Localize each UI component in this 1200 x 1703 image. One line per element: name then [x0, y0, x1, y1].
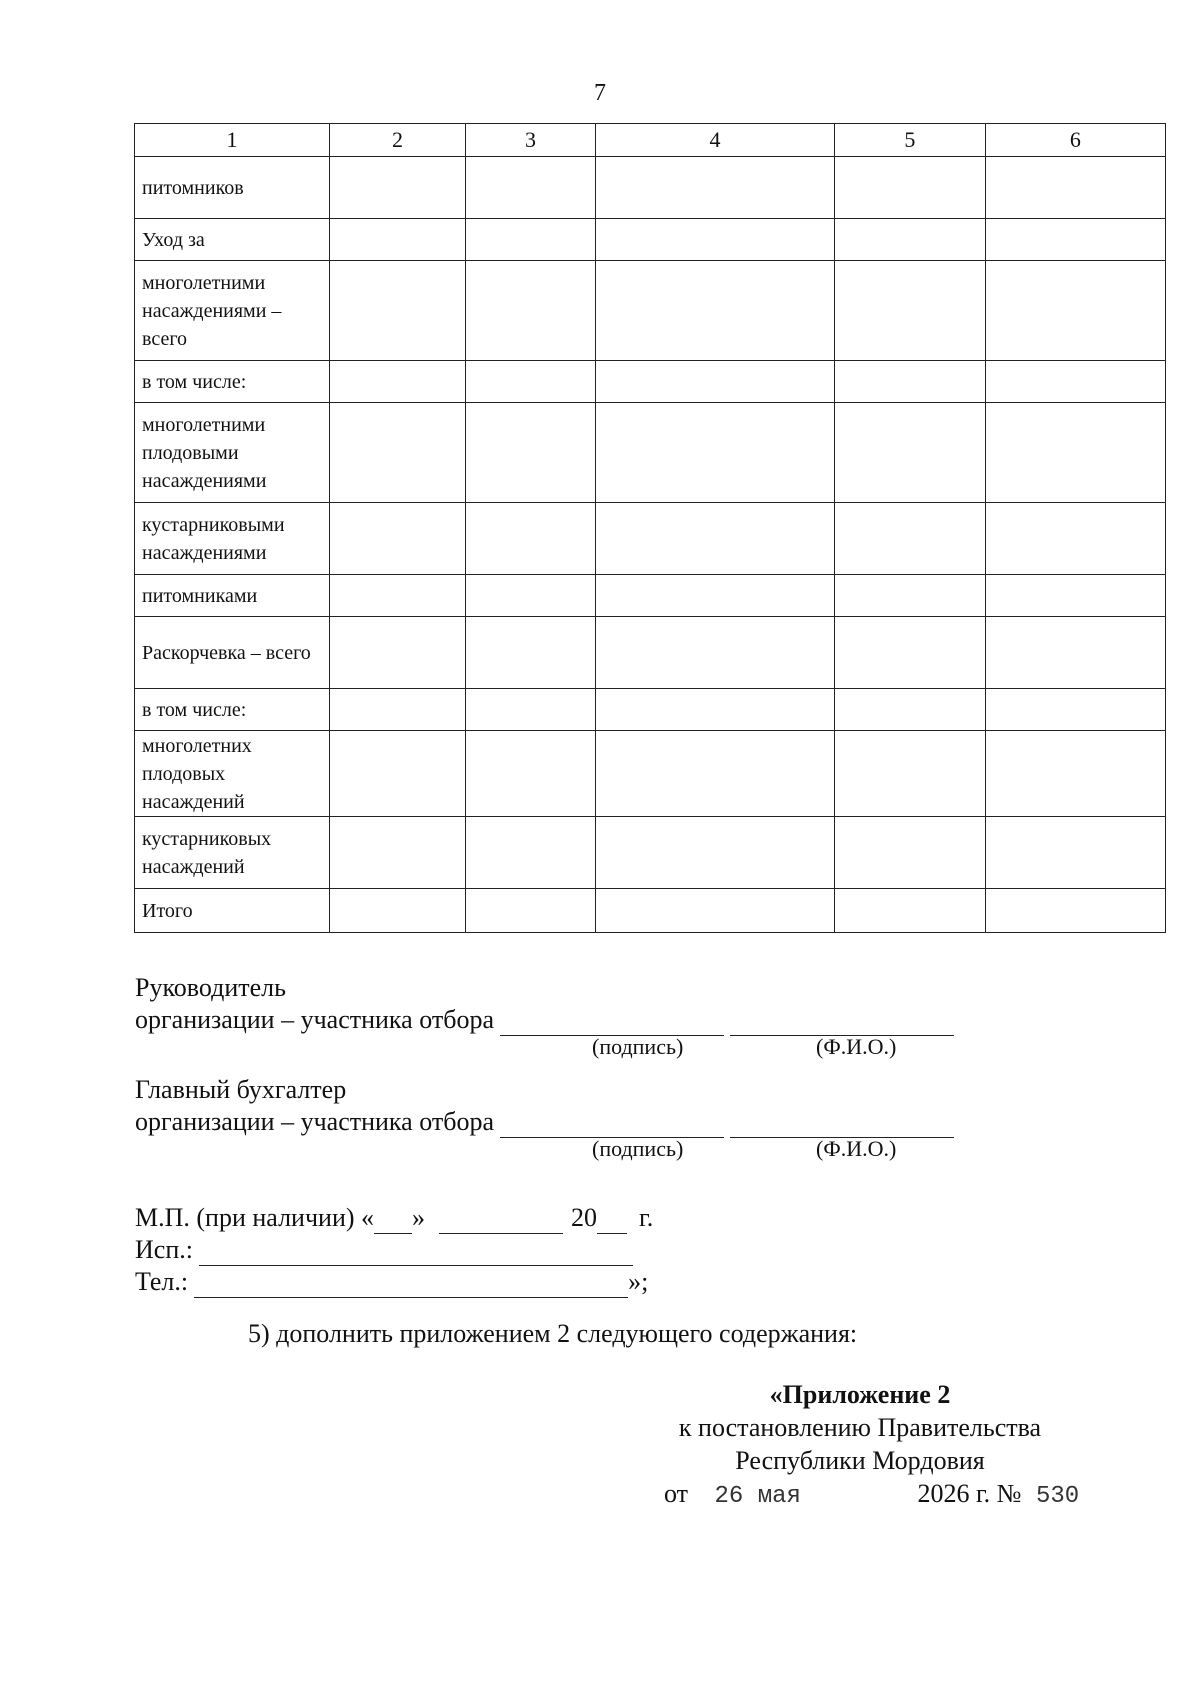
table-row — [135, 361, 1166, 403]
decree-year-no: 2026 г. № — [917, 1479, 1022, 1508]
appendix-line1: к постановлению Правительства — [678, 1413, 1042, 1442]
table-row — [135, 503, 1166, 575]
caption-fio: (Ф.И.О.) — [816, 1136, 897, 1161]
row-label: многолетними насаждениями – всего — [135, 261, 330, 361]
stamp-date-line — [135, 1202, 1035, 1234]
row-label: Итого — [135, 889, 330, 933]
column-header: 1 — [135, 124, 330, 157]
year-suffix: г. — [639, 1203, 654, 1232]
year-blank[interactable] — [597, 1207, 627, 1234]
row-label: питомников — [135, 157, 330, 219]
column-header: 3 — [466, 124, 596, 157]
phone-line — [135, 1266, 1035, 1298]
caption-signature: (подпись) — [592, 1034, 684, 1059]
table-row-total — [135, 889, 1166, 933]
column-header: 4 — [596, 124, 835, 157]
decree-number: 530 — [1036, 1483, 1080, 1510]
executor-label: Исп.: — [135, 1235, 193, 1264]
table-row — [135, 575, 1166, 617]
table-row — [135, 261, 1166, 361]
row-label: кустарниковыми насаждениями — [135, 503, 330, 575]
phone-blank[interactable] — [194, 1271, 628, 1298]
row-label: кустарниковых насаждений — [135, 817, 330, 889]
head-org-label: организации – участника отбора — [135, 1005, 494, 1034]
phone-end: »; — [628, 1267, 649, 1296]
table-row — [135, 403, 1166, 503]
quote-close: » — [412, 1203, 426, 1232]
head-title: Руководитель — [135, 973, 286, 1002]
executor-line — [135, 1234, 1035, 1266]
column-header: 5 — [834, 124, 985, 157]
caption-fio: (Ф.И.О.) — [816, 1034, 897, 1059]
decree-date: 26 мая — [714, 1483, 801, 1510]
row-label: многолетними плодовыми насаждениями — [135, 403, 330, 503]
accountant-signature-line — [135, 1106, 1035, 1138]
appendix-date-line — [620, 1477, 1100, 1513]
accountant-title: Главный бухгалтер — [135, 1075, 347, 1104]
day-blank[interactable] — [374, 1207, 412, 1234]
month-blank[interactable] — [439, 1207, 563, 1234]
column-header: 2 — [329, 124, 465, 157]
head-signature-line — [135, 1004, 1035, 1036]
table-row — [135, 157, 1166, 219]
executor-blank[interactable] — [199, 1239, 633, 1266]
signature-block — [135, 972, 1035, 1298]
from-label: от — [664, 1479, 689, 1508]
instruction-text: 5) дополнить приложением 2 следующего содержания: — [248, 1319, 858, 1348]
appendix-heading — [620, 1378, 1100, 1513]
accountant-org-label: организации – участника отбора — [135, 1107, 494, 1136]
table-row — [135, 817, 1166, 889]
row-label: в том числе: — [135, 361, 330, 403]
accountant-signature-blank[interactable] — [500, 1111, 724, 1138]
table-row — [135, 617, 1166, 689]
accountant-fio-blank[interactable] — [730, 1111, 954, 1138]
row-label: Уход за — [135, 219, 330, 261]
appendix-title: «Приложение 2 — [769, 1380, 951, 1409]
page-number: 7 — [594, 80, 606, 106]
head-fio-blank[interactable] — [730, 1009, 954, 1036]
report-table — [134, 123, 1166, 933]
stamp-label: М.П. (при наличии) « — [135, 1203, 375, 1232]
row-label: многолетних плодовых насаждений — [135, 731, 330, 817]
table-header-row — [135, 124, 1166, 157]
head-signature-blank[interactable] — [500, 1009, 724, 1036]
head-captions — [135, 1034, 1035, 1060]
table-row — [135, 731, 1166, 817]
accountant-captions — [135, 1136, 1035, 1162]
table-row — [135, 689, 1166, 731]
table-row — [135, 219, 1166, 261]
stamp-block — [135, 1202, 1035, 1298]
appendix-line2: Республики Мордовия — [735, 1446, 985, 1475]
year-prefix: 20 — [571, 1203, 598, 1232]
phone-label: Тел.: — [135, 1267, 189, 1296]
row-label: в том числе: — [135, 689, 330, 731]
caption-signature: (подпись) — [592, 1136, 684, 1161]
row-label: питомниками — [135, 575, 330, 617]
column-header: 6 — [985, 124, 1165, 157]
row-label: Раскорчевка – всего — [135, 617, 330, 689]
